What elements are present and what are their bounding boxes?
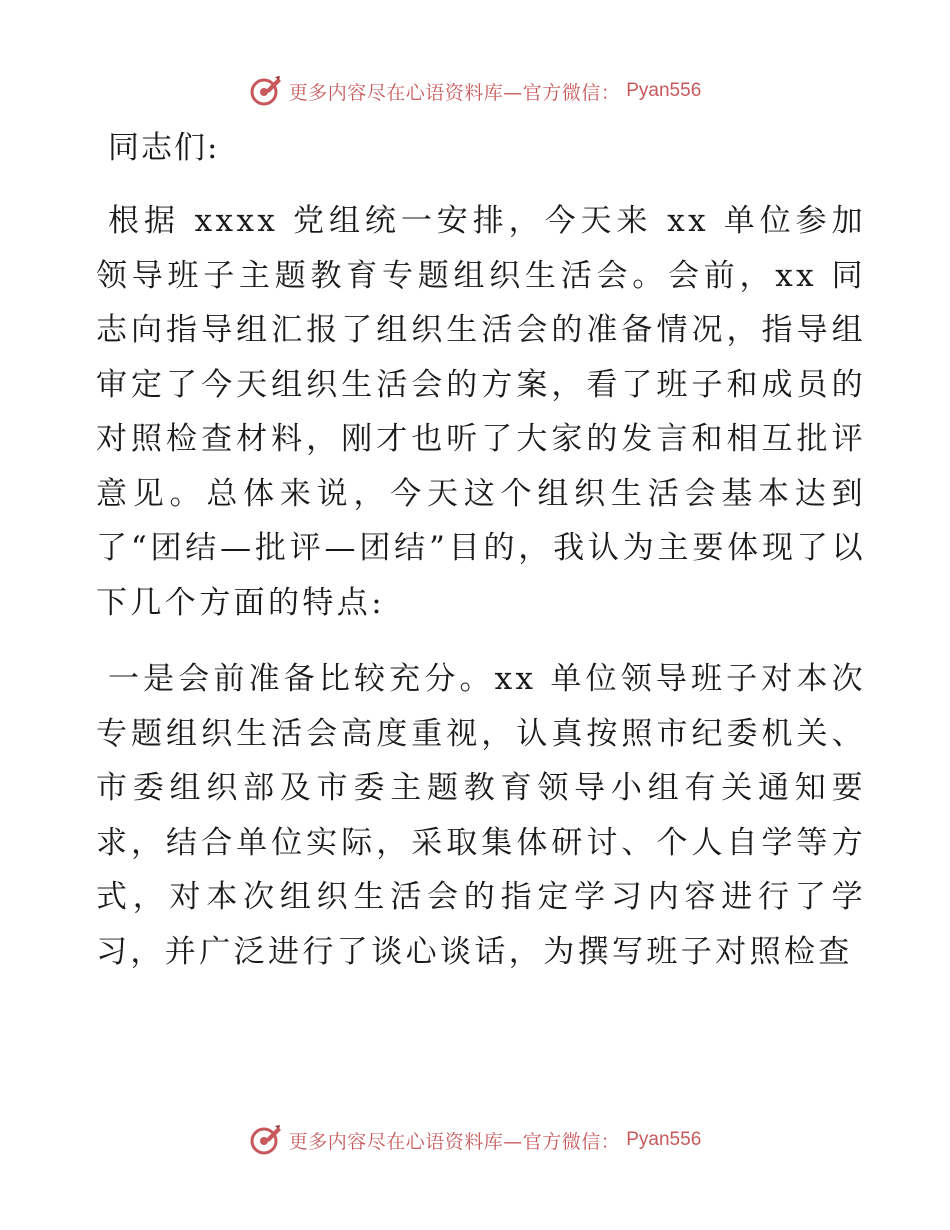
- paragraph-2: 一是会前准备比较充分。xx 单位领导班子对本次专题组织生活会高度重视，认真按照市纪委机关、市委组织部及市委主题教育领导小组有关通知要求，结合单位实际，采取集体研讨、个人自学等方式，对本次组织生活会的指定学习内容进行了学习，并广泛进行了谈心谈话，为撰写班子对照检查: [96, 661, 866, 970]
- watermark-text: 更多内容尽在心语资料库—官方微信：: [288, 81, 621, 104]
- pen-nib-circle-icon: [249, 74, 283, 108]
- watermark-wechat-id: Pyan556: [626, 80, 702, 101]
- greeting: 同志们:: [108, 130, 220, 166]
- watermark-text: 更多内容尽在心语资料库—官方微信：: [288, 1130, 621, 1153]
- paragraph-1: 根据 xxxx 党组统一安排，今天来 xx 单位参加领导班子主题教育专题组织生活会。会前，xx 同志向指导组汇报了组织生活会的准备情况，指导组审定了今天组织生活会的方案，看了班子和成员的对照检查材料，刚才也听了大家的发言和相互批评意见。总体来说，今天这个组织生活会基本达到了“团结—批评—团结”目的，我认为主要体现了以下几个方面的特点:: [96, 203, 866, 621]
- footer-watermark: [0, 1120, 950, 1160]
- document-body: [96, 122, 866, 979]
- watermark-wechat-id: Pyan556: [626, 1129, 702, 1150]
- header-watermark: [0, 71, 950, 111]
- pen-nib-circle-icon: [249, 1123, 283, 1157]
